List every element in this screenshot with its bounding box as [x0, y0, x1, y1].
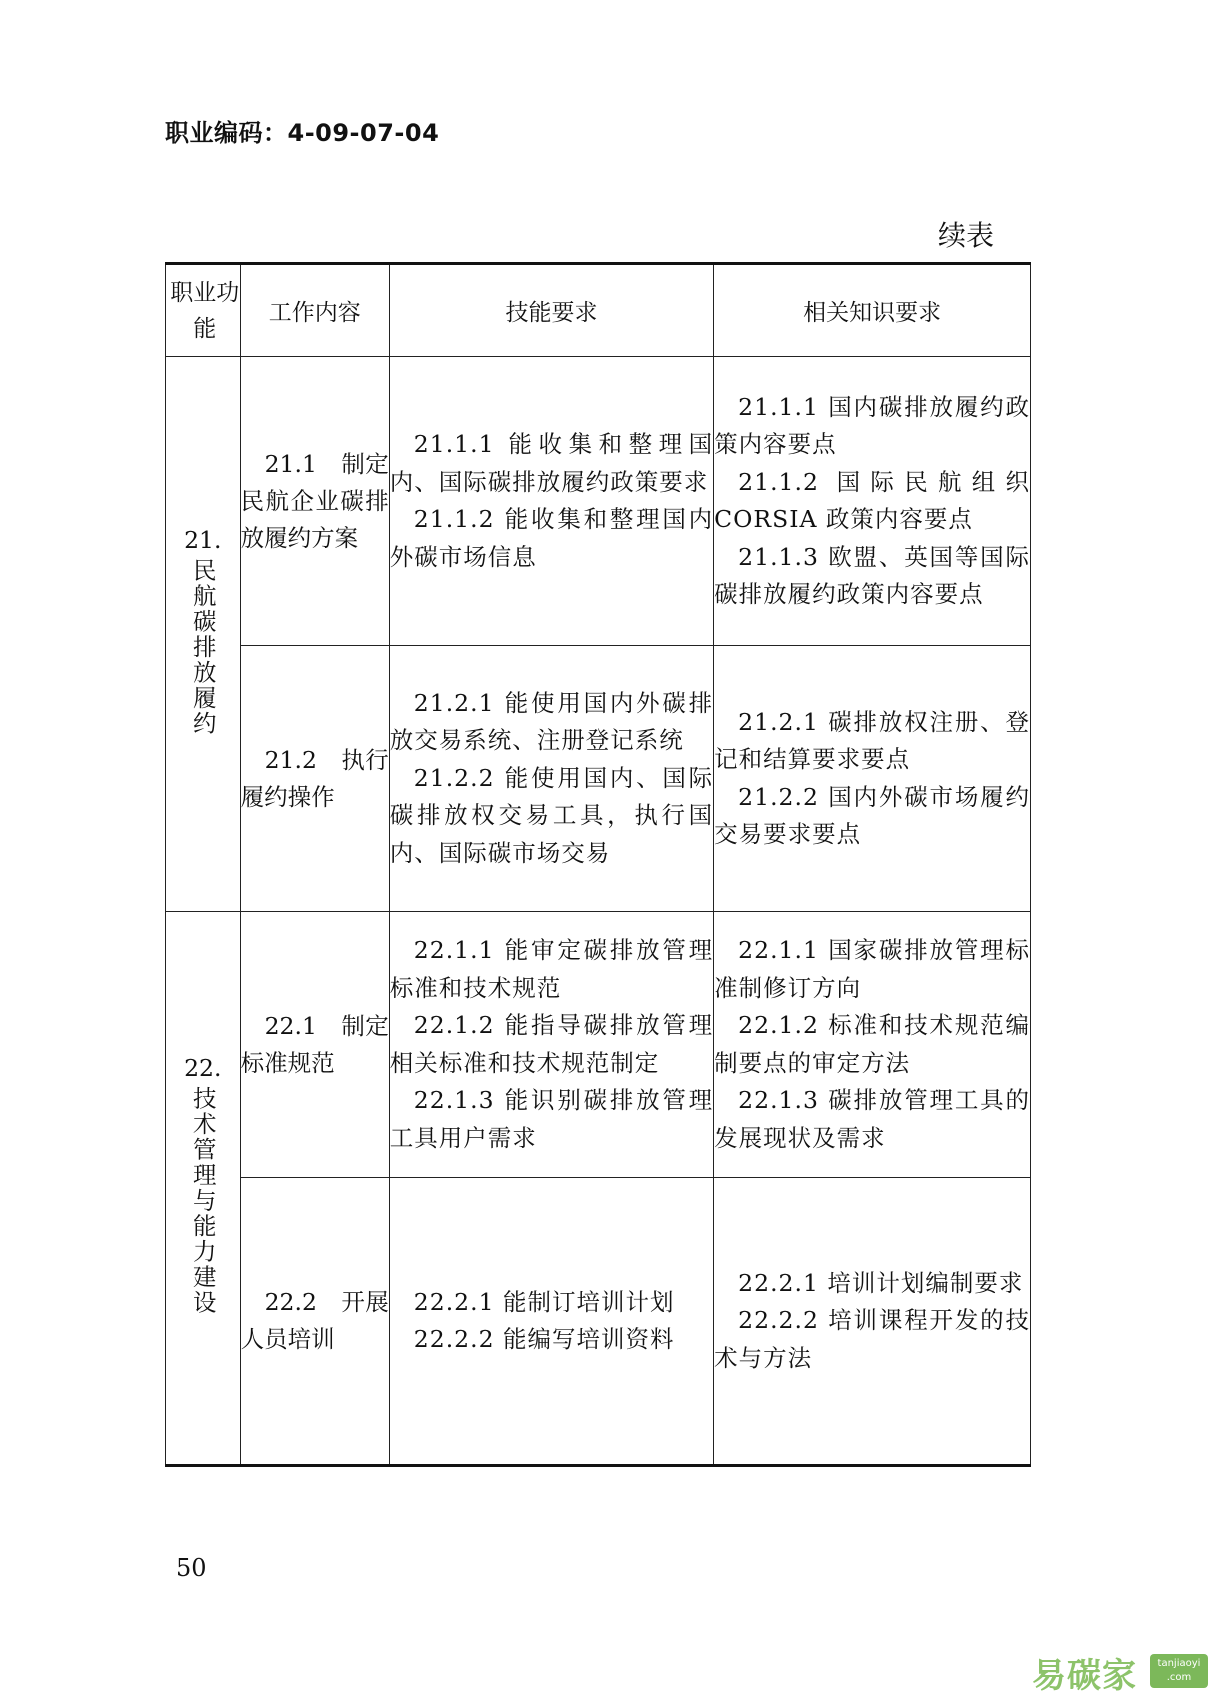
header-function: 职业功能: [166, 264, 241, 357]
skill-cell: 22.1.1 能审定碳排放管理标准和技术规范 22.1.2 能指导碳排放管理相关标准和技术规范制定 22.1.3 能识别碳排放管理工具用户需求: [389, 912, 713, 1178]
knowledge-cell: 21.1.1 国内碳排放履约政策内容要点 21.1.2 国际民航组织 CORSIA 政策内容要点 21.1.3 欧盟、英国等国际碳排放履约政策内容要点: [714, 357, 1031, 646]
table-row: [166, 912, 1031, 1178]
watermark-logo: [1032, 1648, 1208, 1698]
table-header-row: [166, 264, 1031, 357]
header-knowledge: 相关知识要求: [714, 264, 1031, 357]
occupation-code: 职业编码：4-09-07-04: [165, 119, 440, 147]
standards-table: [165, 262, 1031, 1467]
watermark-badge: tanjiaoyi .com: [1150, 1654, 1208, 1688]
header-skill: 技能要求: [389, 264, 713, 357]
knowledge-cell: 22.1.1 国家碳排放管理标准制修订方向 22.1.2 标准和技术规范编制要点的审定方法 22.1.3 碳排放管理工具的发展现状及需求: [714, 912, 1031, 1178]
table-row: [166, 646, 1031, 912]
work-content-cell: 22.2 开展人员培训: [240, 1178, 389, 1466]
function-number: 22.: [184, 1054, 222, 1083]
function-name: 技术管理与能力建设: [188, 1086, 217, 1316]
function-name: 民航碳排放履约: [188, 557, 217, 737]
skill-cell: 21.1.1 能收集和整理国内、国际碳排放履约政策要求 21.1.2 能收集和整理国内外碳市场信息: [389, 357, 713, 646]
table-row: [166, 357, 1031, 646]
function-cell-21: [166, 357, 241, 912]
skill-cell: 22.2.1 能制订培训计划 22.2.2 能编写培训资料: [389, 1178, 713, 1466]
work-content-cell: 21.2 执行履约操作: [240, 646, 389, 912]
watermark-brand: 易碳家: [1032, 1656, 1137, 1696]
work-content-cell: 21.1 制定民航企业碳排放履约方案: [240, 357, 389, 646]
page-number: 50: [176, 1554, 207, 1582]
work-content-cell: 22.1 制定标准规范: [240, 912, 389, 1178]
header-content: 工作内容: [240, 264, 389, 357]
table-row: [166, 1178, 1031, 1466]
continued-label: 续表: [938, 219, 995, 252]
knowledge-cell: 22.2.1 培训计划编制要求 22.2.2 培训课程开发的技术与方法: [714, 1178, 1031, 1466]
function-number: 21.: [184, 525, 222, 554]
knowledge-cell: 21.2.1 碳排放权注册、登记和结算要求要点 21.2.2 国内外碳市场履约交易要求要点: [714, 646, 1031, 912]
function-cell-22: [166, 912, 241, 1466]
skill-cell: 21.2.1 能使用国内外碳排放交易系统、注册登记系统 21.2.2 能使用国内、国际碳排放权交易工具，执行国内、国际碳市场交易: [389, 646, 713, 912]
